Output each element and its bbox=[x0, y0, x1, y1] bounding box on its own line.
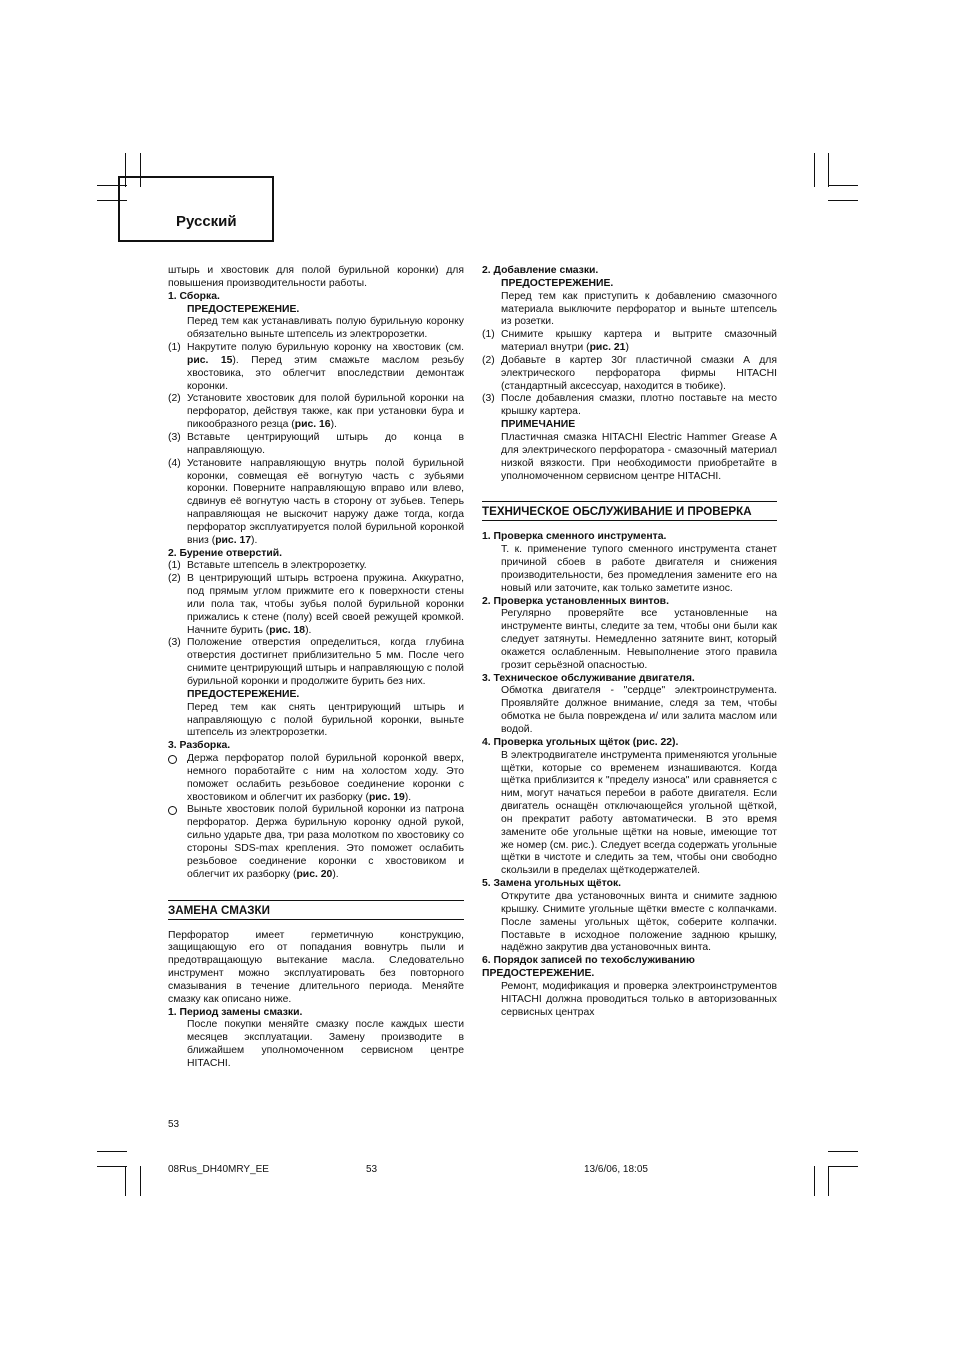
grease-add-caution: ПРЕДОСТЕРЕЖЕНИЕ. bbox=[501, 277, 614, 289]
list-item: (4) Установите направляющую внутрь полой бурильной коронки, совмещая её вогнутую часть с зубьями коронки. Поверните направляющую вправо или влево, сдвинув её вогнутую часть в сторону от зубьев. Теперь направляющая не выскочит наружу даже тогда, когда перфоратор эксплуатируется полой бурильной коронкой вниз (рис. 17). bbox=[168, 457, 464, 546]
grease-intro: Перфоратор имеет герметичную конструкцию, защищающую его от попадания вовнутрь пыли и предотвращающую вытекание масла. Следовательно инструмент можно эксплуатировать без повторного смазывания в течение длительного периода. Меняйте смазку как описано ниже. bbox=[168, 929, 464, 1005]
figure-ref: рис. 17 bbox=[215, 534, 252, 546]
maintenance-item-text: Регулярно проверяйте все установленные на инструменте винты, следите за тем, чтобы они были как следует затянуты. Немедленно затяните винт, который окажется ослабленным. Невыполнение этого правила грозит серьёзной опасностью. bbox=[501, 608, 777, 671]
right-column bbox=[482, 265, 777, 1019]
language-box bbox=[118, 176, 274, 242]
drilling-heading: 2. Бурение отверстий. bbox=[168, 547, 283, 559]
intro-text: штырь и хвостовик для полой бурильной коронки) для повышения производительности работы. bbox=[168, 265, 464, 289]
grease-add-heading: 2. Добавление смазки. bbox=[482, 265, 599, 276]
list-item: (2) Установите хвостовик для полой бурильной коронки на перфоратор, действуя также, как при установки бура и пикообразного резца (рис. 16). bbox=[168, 393, 464, 431]
section-title-grease: ЗАМЕНА СМАЗКИ bbox=[168, 900, 464, 920]
crop-mark bbox=[97, 1166, 127, 1167]
crop-mark bbox=[828, 200, 858, 201]
crop-mark bbox=[814, 1166, 815, 1196]
list-item: (1) Вставьте штепсель в электророзетку. bbox=[168, 560, 367, 572]
crop-mark bbox=[828, 1166, 858, 1167]
list-item: (2) Добавьте в картер 30г пластичной смазки А для электрического перфоратора фирмы HITACHI (стандартный аксессуар, находится в тюбике). bbox=[482, 354, 777, 392]
footer-file-name: 08Rus_DH40MRY_EE bbox=[168, 1164, 269, 1175]
figure-ref: рис. 16 bbox=[294, 419, 331, 431]
crop-mark bbox=[140, 1166, 141, 1196]
circle-bullet-icon bbox=[168, 806, 177, 815]
drilling-caution: ПРЕДОСТЕРЕЖЕНИЕ. bbox=[187, 688, 300, 700]
crop-mark bbox=[828, 1166, 829, 1196]
disassembly-heading: 3. Разборка. bbox=[168, 740, 231, 752]
list-item: (1) Снимите крышку картера и вытрите смазочный материал внутри (рис. 21) bbox=[482, 329, 777, 354]
crop-mark bbox=[814, 153, 815, 187]
maintenance-item-text: В электродвигателе инструмента применяются угольные щётки, которые со временем изнашиваются. Когда щётка приблизится к "пределу износа" или сравняется с ним, могут начаться перебои в работе двигателя. Если двигатель оснащён отключающейся угольной щёткой, он прекратит работу автоматически. В это время замените обе угольные щётки на новые, имеющие тот же номер (см. рис.). Следует всегда содержать угольные щётки в чистоте и следить за тем, чтобы они свободно скользили в пределах щёткодержателей. bbox=[501, 749, 777, 877]
language-title: Русский bbox=[176, 213, 237, 230]
maintenance-item-heading: 5. Замена угольных щёток. bbox=[482, 878, 622, 890]
list-item: (3) Вставьте центрирующий штырь до конца в направляющую. bbox=[168, 431, 464, 456]
circle-bullet-icon bbox=[168, 755, 177, 764]
maintenance-item-heading: 4. Проверка угольных щёток (рис. 22). bbox=[482, 736, 679, 748]
maintenance-item-heading: 2. Проверка установленных винтов. bbox=[482, 595, 669, 607]
crop-mark bbox=[97, 1151, 127, 1152]
left-column bbox=[168, 265, 464, 1071]
list-item: (2) В центрирующий штырь встроена пружина. Аккуратно, под прямым углом прижмите его к поверхности стены или пола так, чтобы зубья полой бурильной коронки прижались к стене (полу) всей своей режущей кромкой. Начните бурить (рис. 18). bbox=[168, 573, 464, 636]
assembly-heading: 1. Сборка. bbox=[168, 290, 220, 302]
crop-mark bbox=[828, 185, 858, 186]
list-item: Выньте хвостовик полой бурильной коронки из патрона перфоратор. Держа бурильную коронку одной рукой, сильно ударьте два, три раза молотком по хвостовику со стороны SDS-max крепления. Это поможет ослабить резьбовое соединение коронки с хвостовиком и облегчит их разборку (рис. 20). bbox=[168, 804, 464, 881]
grease-note-heading: ПРИМЕЧАНИЕ bbox=[501, 419, 576, 431]
list-item: (3) После добавления смазки, плотно поставьте на место крышку картера. bbox=[482, 393, 777, 418]
grease-note-text: Пластичная смазка HITACHI Electric Hammer Grease A для электрического перфоратора - смазочный материал низкой вязкости. При необходимости приобретайте в уполномоченном сервисном центре HITACHI. bbox=[501, 431, 777, 482]
figure-ref: рис. 19 bbox=[368, 791, 405, 803]
assembly-caution: ПРЕДОСТЕРЕЖЕНИЕ. bbox=[187, 303, 300, 315]
figure-ref: рис. 21 bbox=[589, 342, 626, 354]
figure-ref: рис. 20 bbox=[296, 868, 333, 880]
grease-add-caution-text: Перед тем как приступить к добавлению смазочного материала выключите перфоратор и выньте штепсель из розетки. bbox=[501, 290, 777, 328]
crop-mark bbox=[828, 153, 829, 187]
grease-period-text: После покупки меняйте смазку после каждых шести месяцев эксплуатации. Замену производите в ближайшем уполномоченном сервисном центре HITACHI. bbox=[187, 1019, 464, 1069]
maintenance-item-text: Открутите два установочных винта и снимите заднюю крышку. Снимите угольные щётки вместе с колпачками. После замены угольных щёток, соберите колпачки. Поставьте в исходное положение заднюю крышку, надёжно закрутив два установочных винта. bbox=[501, 890, 777, 954]
records-heading: 6. Порядок записей по техобслуживанию bbox=[482, 955, 695, 967]
maintenance-item-heading: 3. Техническое обслуживание двигателя. bbox=[482, 672, 695, 684]
crop-mark bbox=[828, 1151, 858, 1152]
maintenance-item-text: Т. к. применение тупого сменного инструмента станет причиной сбоев в работе двигателя и снижения производительности, без промедления замените его на новый или заточите, как только заметите износ. bbox=[501, 544, 777, 594]
grease-period-heading: 1. Период замены смазки. bbox=[168, 1006, 303, 1018]
maintenance-item-text: Обмотка двигателя - "сердце" электроинструмента. Проявляйте должное внимание, следя за тем, чтобы обмотка не была повреждена и/ или залита маслом или водой. bbox=[501, 685, 777, 735]
crop-mark bbox=[125, 1166, 126, 1196]
list-item: (1) Накрутите полую бурильную коронку на хвостовик (см. рис. 15). Перед этим смажьте маслом резьбу хвостовика, это облегчит впоследствии демонтаж коронки. bbox=[168, 342, 464, 392]
records-caution: ПРЕДОСТЕРЕЖЕНИЕ. bbox=[482, 968, 595, 980]
records-text: Ремонт, модификация и проверка электроинструментов HITACHI должна проводиться только в авторизованных сервисных центрах bbox=[501, 980, 777, 1018]
drilling-caution-text: Перед тем как снять центрирующий штырь и направляющую с полой бурильной коронки, выньте штепсель из электророзетки. bbox=[187, 701, 464, 739]
figure-ref: рис. 15 bbox=[187, 354, 233, 366]
footer-center-number: 53 bbox=[366, 1164, 378, 1175]
assembly-caution-text: Перед тем как устанавливать полую бурильную коронку обязательно выньте штепсель из электророзетки. bbox=[187, 316, 464, 341]
footer-timestamp: 13/6/06, 18:05 bbox=[584, 1164, 648, 1175]
maintenance-item-heading: 1. Проверка сменного инструмента. bbox=[482, 531, 667, 543]
figure-ref: рис. 18 bbox=[269, 624, 306, 636]
list-item: Держа перфоратор полой бурильной коронкой вверх, немного поработайте с ним на холостом ходу. Это поможет ослабить резьбовое соединение коронки с хвостовиком и облегчит их разборку (рис. 19). bbox=[168, 753, 464, 804]
page-number: 53 bbox=[168, 1119, 180, 1130]
list-item: (3) Положение отверстия определиться, когда глубина отверстия достигнет приблизительно 5 мм. После чего снимите центрирующий штырь и направляющую с полой бурильной коронки и продолжите бурить без них. bbox=[168, 637, 464, 687]
section-title-maintenance: ТЕХНИЧЕСКОЕ ОБСЛУЖИВАНИЕ И ПРОВЕРКА bbox=[482, 501, 777, 521]
